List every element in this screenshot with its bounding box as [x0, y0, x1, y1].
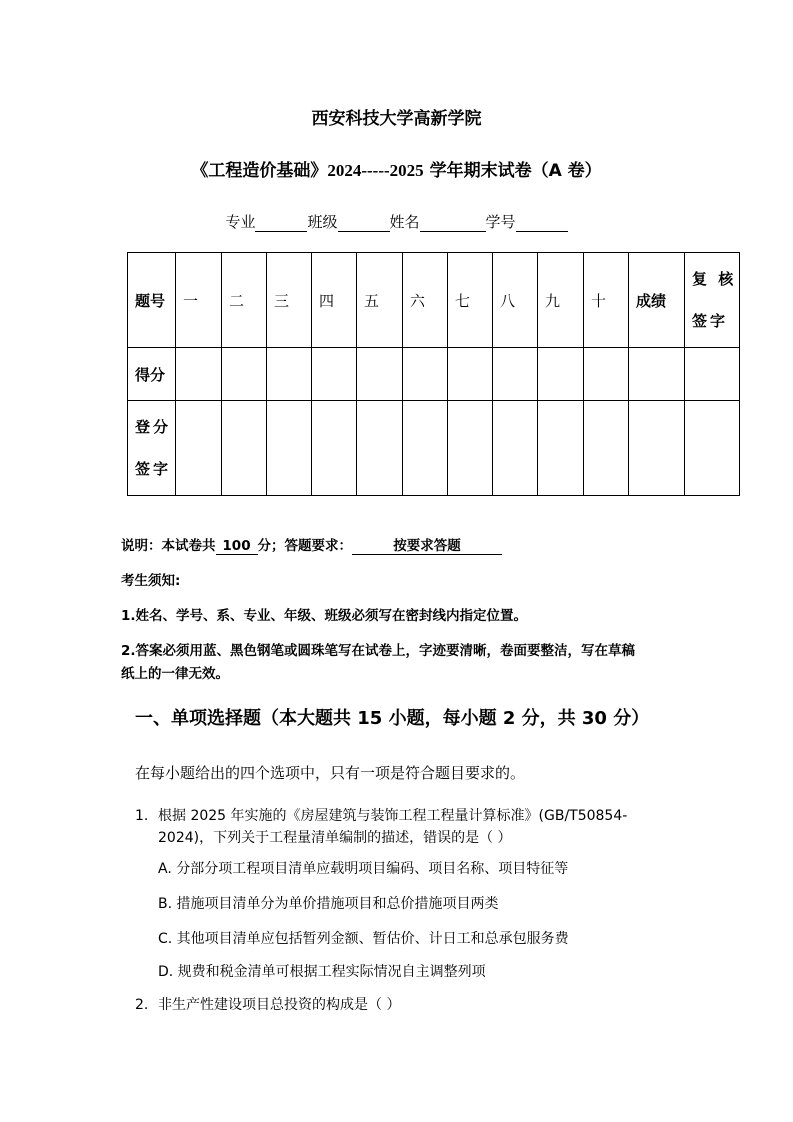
score-cell[interactable]	[403, 348, 448, 401]
notice-item-2-cont: 纸上的一律无效。	[121, 666, 229, 682]
major-blank[interactable]	[255, 215, 307, 232]
exam-title-tail: 学年期末试卷（A 卷）	[423, 161, 602, 181]
notice-title: 考生须知:	[121, 573, 181, 589]
table-row-headers	[128, 253, 740, 348]
header-cell: 七	[448, 253, 493, 348]
question-number: 1.	[135, 808, 149, 824]
sign-cell[interactable]	[448, 401, 493, 496]
class-label: 班级	[307, 213, 338, 231]
sign-label: 签字	[692, 312, 729, 330]
header-cell: 五	[357, 253, 403, 348]
name-label: 姓名	[389, 213, 420, 231]
notice-item-1: 1.姓名、学号、系、专业、年级、班级必须写在密封线内指定位置。	[121, 608, 528, 624]
option-d[interactable]: D. 规费和税金清单可根据工程实际情况自主调整列项	[158, 964, 486, 980]
review-sign-header	[685, 253, 740, 348]
exam-title-years: 2024-----2025	[327, 161, 424, 180]
sign-cell[interactable]	[584, 401, 629, 496]
score-cell[interactable]	[267, 348, 312, 401]
sign-cell[interactable]	[267, 401, 312, 496]
total-score-value: 100	[216, 538, 258, 555]
student-id-blank[interactable]	[516, 215, 568, 232]
school-name: 西安科技大学高新学院	[311, 109, 482, 129]
name-blank[interactable]	[420, 215, 486, 232]
question-text-line2: 2024)，下列关于工程量清单编制的描述，错误的是（ ）	[158, 830, 512, 846]
score-cell[interactable]	[685, 348, 740, 401]
review-label: 复 核	[692, 270, 737, 288]
option-c[interactable]: C. 其他项目清单应包括暂列金额、暂估价、计日工和总承包服务费	[158, 931, 569, 947]
header-cell: 十	[584, 253, 629, 348]
option-b[interactable]: B. 措施项目清单分为单价措施项目和总价措施项目两类	[158, 896, 499, 912]
header-cell: 八	[493, 253, 538, 348]
header-cell: 成绩	[629, 253, 685, 348]
header-cell: 题号	[128, 253, 176, 348]
score-cell[interactable]	[629, 348, 685, 401]
question-text-line1: 非生产性建设项目总投资的构成是（ ）	[158, 997, 401, 1013]
sign-cell[interactable]	[403, 401, 448, 496]
section-intro: 在每小题给出的四个选项中，只有一项是符合题目要求的。	[135, 764, 526, 782]
answer-requirement: 按要求答题	[352, 534, 502, 555]
sign-cell[interactable]	[629, 401, 685, 496]
question-2	[135, 994, 695, 1016]
question-number: 2.	[135, 997, 149, 1013]
exam-title-course: 《工程造价基础》	[191, 161, 328, 181]
table-row-sign	[128, 401, 740, 496]
student-info-line	[0, 211, 793, 232]
sign-cell[interactable]	[312, 401, 357, 496]
exam-title	[0, 156, 793, 181]
score-cell[interactable]	[176, 348, 222, 401]
student-id-label: 学号	[485, 213, 516, 231]
notice-item-2: 2.答案必须用蓝、黑色钢笔或圆珠笔写在试卷上，字迹要清晰，卷面要整洁，写在草稿	[121, 643, 636, 659]
section-title: 一、单项选择题（本大题共 15 小题，每小题 2 分，共 30 分）	[135, 708, 650, 729]
sign-row-label-line2: 签字	[135, 460, 172, 478]
exam-note	[121, 534, 502, 555]
question-text-line1: 根据 2025 年实施的《房屋建筑与装饰工程工程量计算标准》(GB/T50854-	[158, 808, 628, 824]
score-table	[127, 252, 740, 496]
header-cell: 一	[176, 253, 222, 348]
score-cell[interactable]	[538, 348, 584, 401]
score-cell[interactable]	[312, 348, 357, 401]
sign-cell[interactable]	[493, 401, 538, 496]
option-a[interactable]: A. 分部分项工程项目清单应载明项目编码、项目名称、项目特征等	[158, 861, 569, 877]
sign-row-label-line1: 登分	[135, 418, 172, 436]
sign-cell[interactable]	[357, 401, 403, 496]
note-mid: 分；答题要求：	[257, 538, 352, 554]
sign-cell[interactable]	[222, 401, 267, 496]
question-1	[135, 805, 695, 849]
sign-cell[interactable]	[538, 401, 584, 496]
score-cell[interactable]	[357, 348, 403, 401]
header-cell: 二	[222, 253, 267, 348]
header-cell: 四	[312, 253, 357, 348]
header-cell: 六	[403, 253, 448, 348]
score-cell[interactable]	[584, 348, 629, 401]
header-cell: 九	[538, 253, 584, 348]
sign-cell[interactable]	[176, 401, 222, 496]
header-cell: 三	[267, 253, 312, 348]
score-cell[interactable]	[448, 348, 493, 401]
note-prefix: 说明：本试卷共	[121, 538, 216, 554]
sign-row-label	[128, 401, 176, 496]
class-blank[interactable]	[338, 215, 390, 232]
table-row-score	[128, 348, 740, 401]
sign-cell[interactable]	[685, 401, 740, 496]
score-cell[interactable]	[222, 348, 267, 401]
score-row-label: 得分	[128, 348, 176, 401]
score-cell[interactable]	[493, 348, 538, 401]
major-label: 专业	[225, 213, 256, 231]
